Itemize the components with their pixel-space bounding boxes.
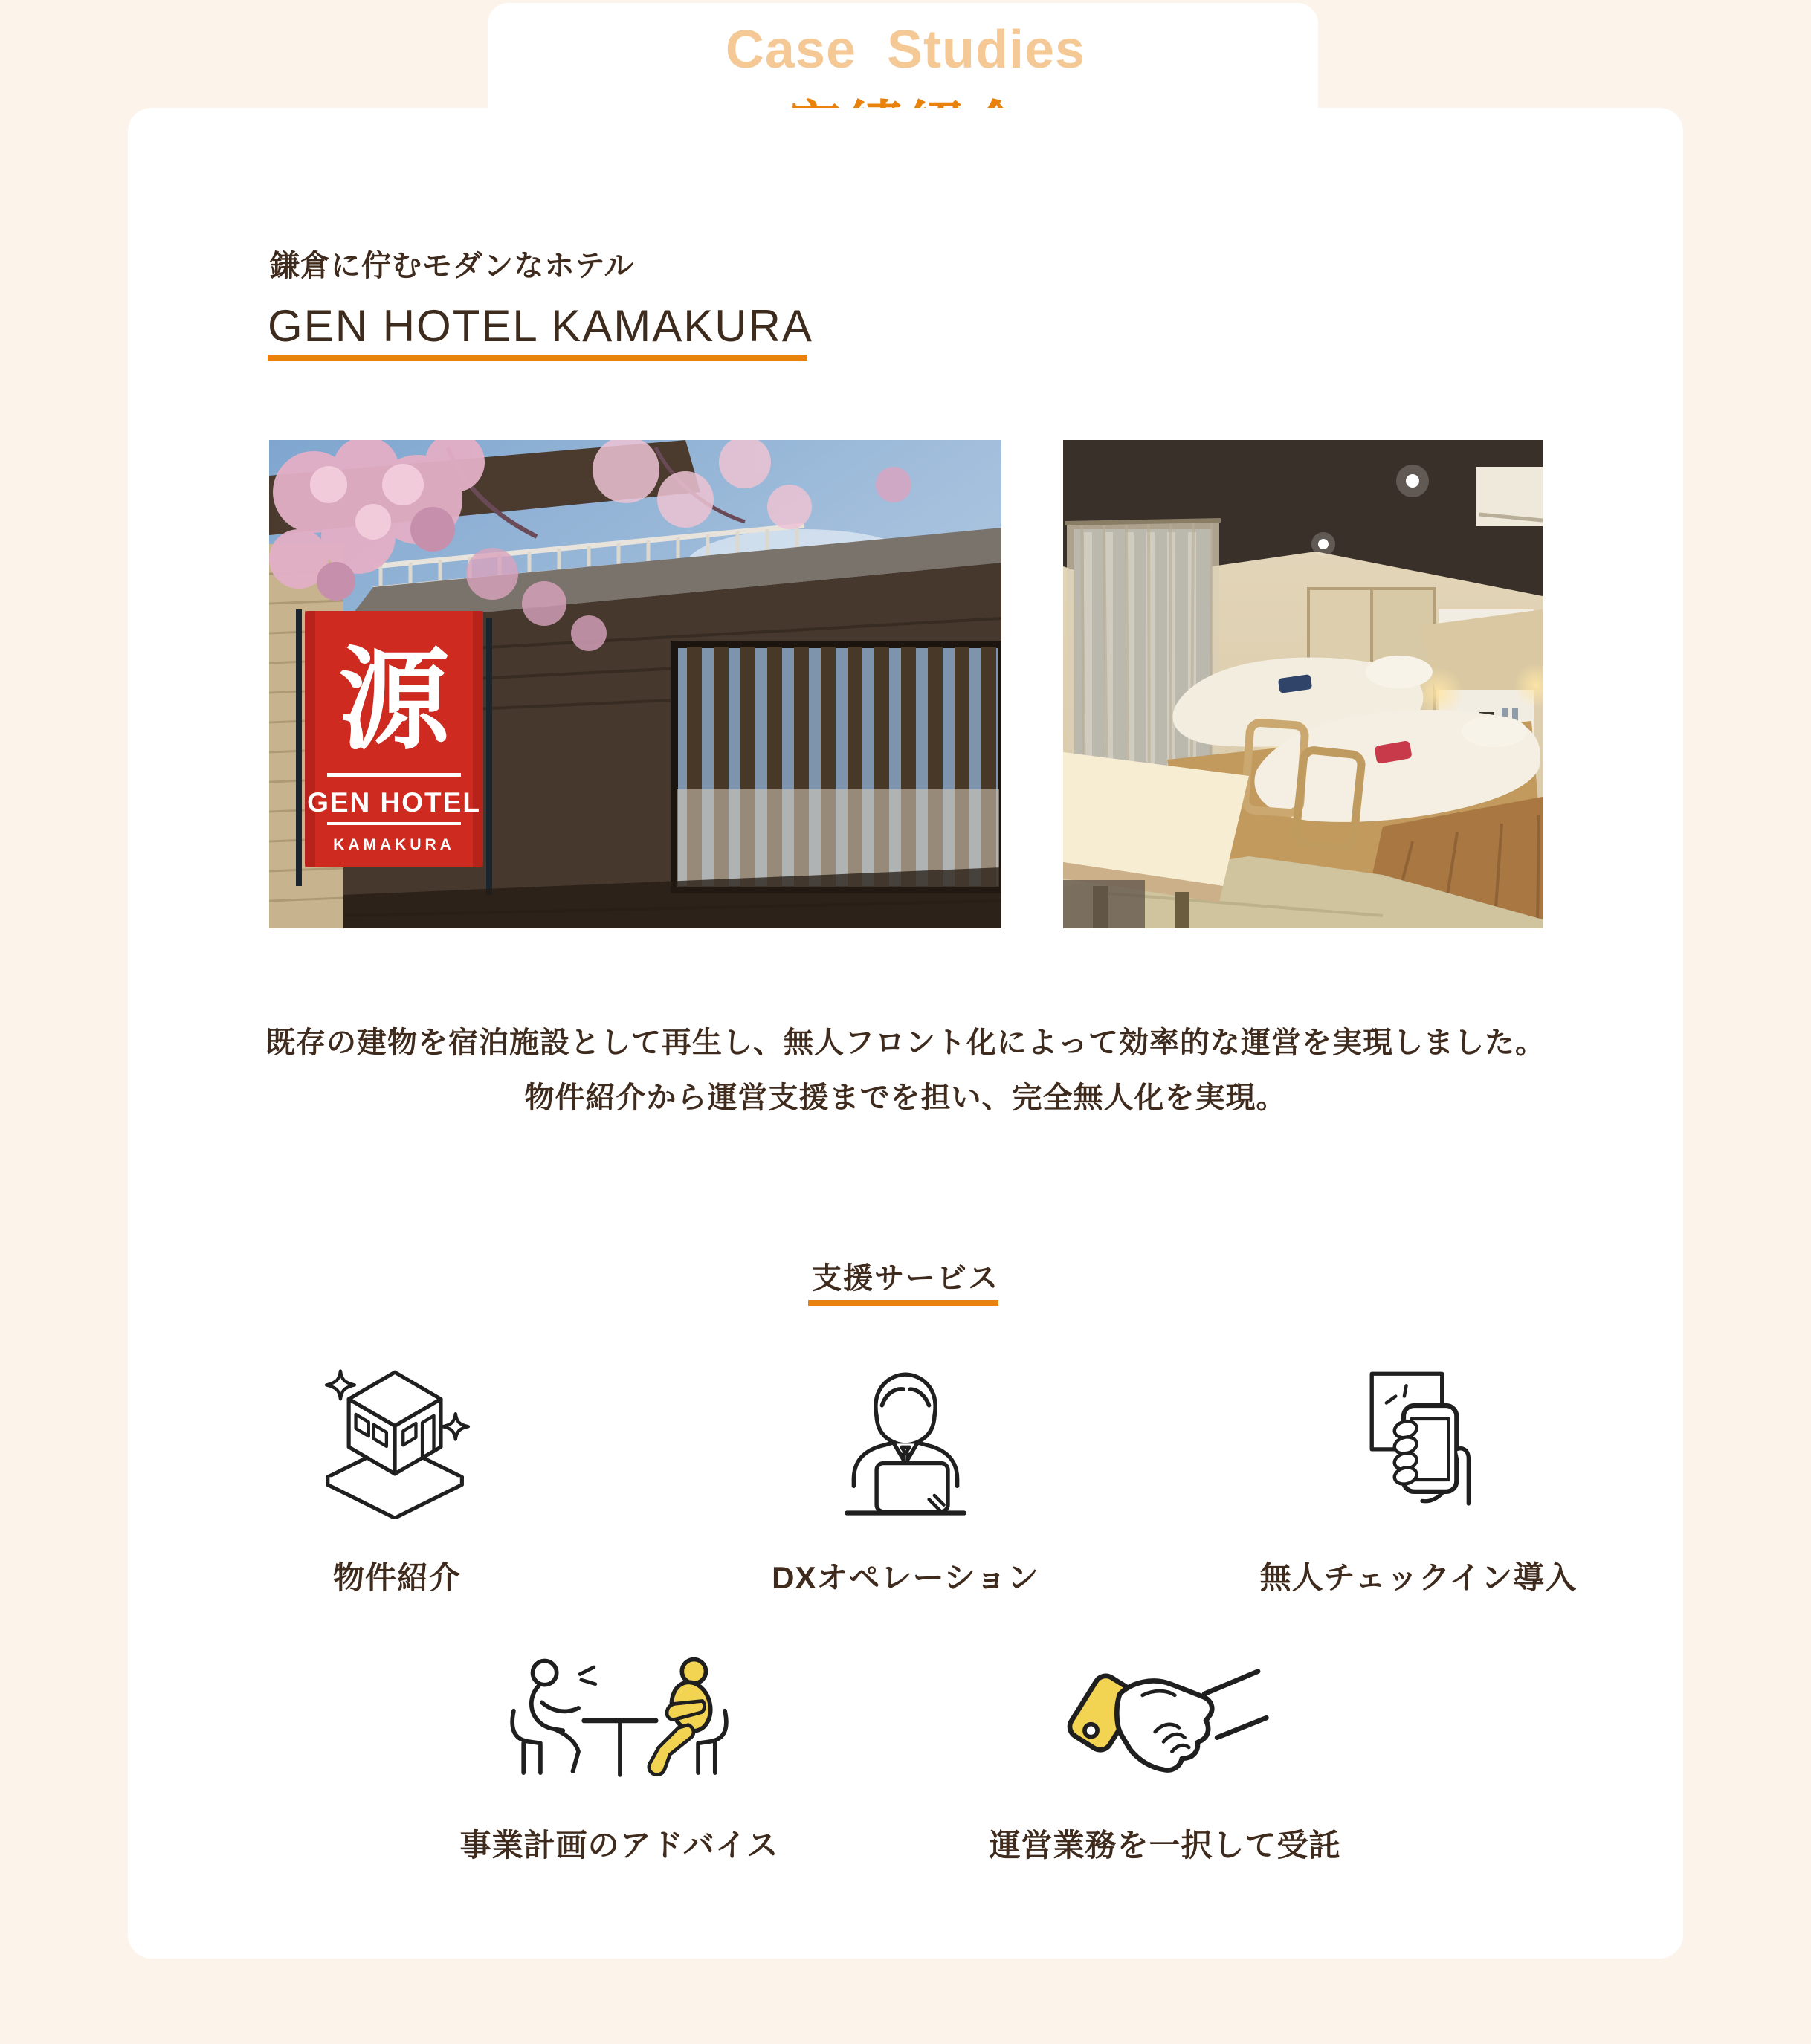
- banner-name: GEN HOTEL: [307, 787, 481, 818]
- hotel-banner: [299, 609, 489, 895]
- hotel-name: GEN HOTEL KAMAKURA: [268, 301, 813, 351]
- services-heading-underline: [808, 1300, 998, 1306]
- service-item-unmanned-checkin: [1210, 1354, 1627, 1598]
- services-heading: 支援サービス: [812, 1262, 999, 1295]
- service-item-business-plan-advice: [411, 1647, 827, 1866]
- description-line-2: 物件紹介から運営支援までを担い、完全無人化を実現。: [524, 1081, 1287, 1114]
- service-label: 物件紹介: [332, 1560, 461, 1595]
- exterior-photo-illustration: [269, 440, 1001, 928]
- hotel-tagline: 鎌倉に佇むモダンなホテル: [270, 250, 635, 282]
- description-line-1: 既存の建物を宿泊施設として再生し、無人フロント化によって効率的な運営を実現しました。: [265, 1026, 1546, 1059]
- handshake-icon: [957, 1647, 1373, 1793]
- service-label: 運営業務を一択して受託: [989, 1828, 1341, 1863]
- service-item-dx-operation: [697, 1354, 1114, 1598]
- service-label: 無人チェックイン導入: [1259, 1560, 1578, 1595]
- banner-logo: 源: [338, 638, 451, 763]
- isometric-building-icon: [189, 1354, 605, 1524]
- person-at-laptop-icon: [697, 1354, 1114, 1524]
- section-title-en: Case Studies: [725, 20, 1086, 80]
- banner-location: KAMAKURA: [333, 836, 455, 853]
- interior-photo: [1063, 440, 1543, 928]
- hand-holding-smartphone-icon: [1210, 1354, 1627, 1524]
- service-item-property-introduction: [189, 1354, 605, 1598]
- hotel-name-underline: [268, 355, 807, 361]
- service-label: 事業計画のアドバイス: [459, 1828, 779, 1863]
- service-item-operations-contract: [957, 1647, 1373, 1866]
- case-description: [128, 1015, 1683, 1125]
- business-meeting-icon: [411, 1647, 827, 1793]
- slatted-window: [674, 644, 1001, 890]
- interior-photo-illustration: [1063, 440, 1543, 928]
- service-label: DXオペレーション: [772, 1560, 1039, 1595]
- exterior-photo: [269, 440, 1001, 928]
